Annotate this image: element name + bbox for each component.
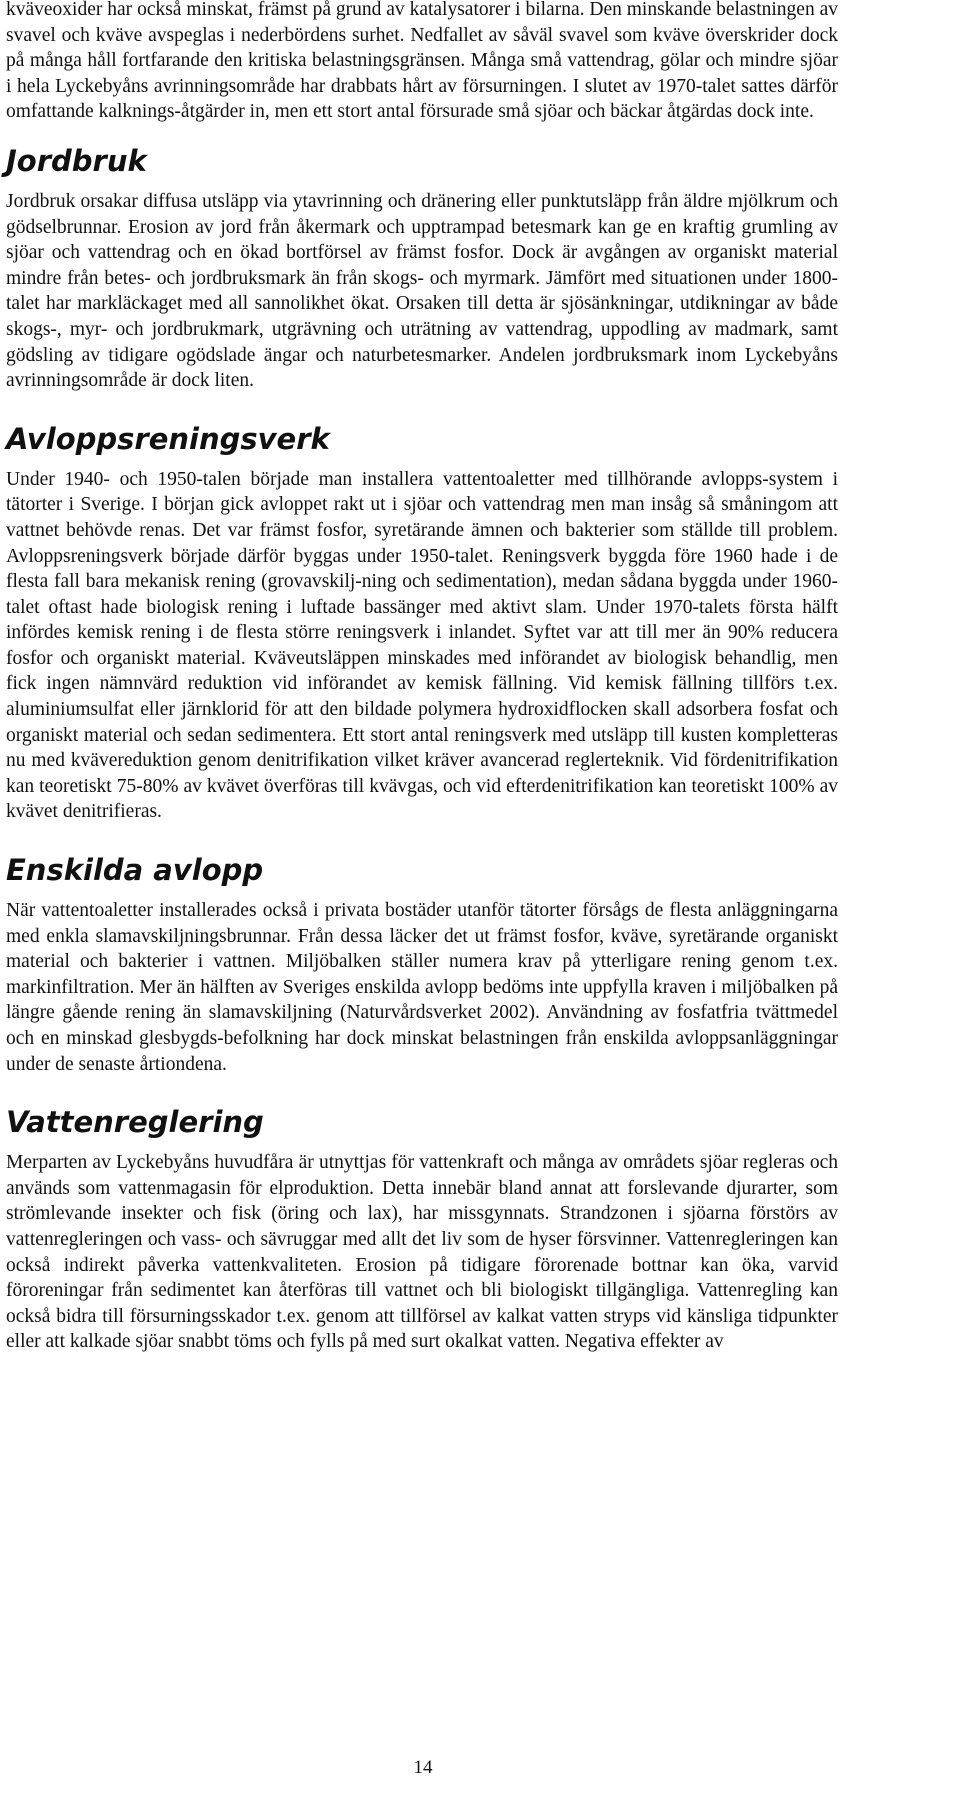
enskilda-avlopp-paragraph: När vattentoaletter installerades också i privata bostäder utanför tätorter försågs de flesta anläggningarna med enkla slamavskiljningsbrunnar. Från dessa läcker det ut främst fosfor, kväve, syretärande organiskt material och bakterier i vattnen. Miljöbalken ställer numera krav på ytterligare rening genom t.ex. markinfiltration. Mer än hälften av Sveriges enskilda avlopp bedöms inte uppfylla kraven i miljöbalken på längre gående rening än slamavskiljning (Naturvårdsverket 2002). Användning av fosfatfria tvättmedel och en minskad glesbygds-befolkning har dock minskat belastningen från enskilda avloppsanläggningar under de senaste årtiondena.	[6, 900, 838, 1075]
section-heading-avloppsreningsverk: Avloppsreningsverk	[6, 421, 330, 456]
page-number: 14	[413, 1757, 433, 1778]
section-heading-vattenreglering: Vattenreglering	[6, 1105, 264, 1140]
section-heading-jordbruk: Jordbruk	[6, 143, 147, 178]
vattenreglering-paragraph: Merparten av Lyckebyåns huvudfåra är utnyttjas för vattenkraft och många av områdets sjöar regleras och används som vattenmagasin för elproduktion. Detta innebär bland annat att forslevande djurarter, som strömlevande insekter och fisk (öring och lax), har missgynnats. Strandzonen i sjöarna förstörs av vattenregleringen och vass- och sävruggar med allt det liv som de hyser försvinner. Vattenregleringen kan också indirekt påverka vattenkvaliteten. Erosion på tidigare förorenade bottnar kan öka, varvid föroreningar från sedimentet kan återföras till vattnet och bli biologiskt tillgängliga. Vattenregling kan också bidra till försurningsskador t.ex. genom att tillförsel av kalkat vatten stryps vid känsliga tidpunkter eller att kalkade sjöar snabbt töms och fylls på med surt okalkat vatten. Negativa effekter av	[6, 1152, 838, 1353]
section-heading-enskilda-avlopp: Enskilda avlopp	[6, 853, 264, 888]
document-page	[6, 0, 838, 1355]
jordbruk-paragraph: Jordbruk orsakar diffusa utsläpp via ytavrinning och dränering eller punktutsläpp från äldre mjölkrum och gödselbrunnar. Erosion av jord från åkermark och upptrampad betesmark kan ge en kraftig grumling av sjöar och vattendrag och en ökad bortförsel av främst fosfor. Dock är avgången av organiskt material mindre från betes- och jordbruksmark än från skogs- och myrmark. Jämfört med situationen under 1800-talet har markläckaget med all sannolikhet ökat. Orsaken till detta är sjösänkningar, utdikningar av både skogs-, myr- och jordbrukmark, utgrävning och uträtning av vattendrag, uppodling av madmark, samt gödsling av tidigare ogödslade ängar och naturbetesmarker. Andelen jordbruksmark inom Lyckebyåns avrinningsområde är dock liten.	[6, 190, 838, 392]
intro-paragraph: kväveoxider har också minskat, främst på grund av katalysatorer i bilarna. Den minskande belastningen av svavel och kväve avspeglas i nederbördens surhet. Nedfallet av såväl svavel som kväve överskrider dock på många håll fortfarande den kritiska belastningsgränsen. Många små vattendrag, gölar och mindre sjöar i hela Lyckebyåns avrinningsområde har drabbats hårt av försurningen. I slutet av 1970-talet sattes därför omfattande kalknings-åtgärder in, men ett stort antal försurade små sjöar och bäckar åtgärdas dock inte.	[6, 0, 838, 123]
avloppsreningsverk-paragraph: Under 1940- och 1950-talen började man installera vattentoaletter med tillhörande avlopps-system i tätorter i Sverige. I början gick avloppet rakt ut i sjöar och vattendrag men man insåg så småningom att vattnet behövde renas. Det var främst fosfor, syretärande ämnen och bakterier som ställde till problem. Avloppsreningsverk började därför byggas under 1950-talet. Reningsverk byggda före 1960 hade i de flesta fall bara mekanisk rening (grovavskilj-ning och sedimentation), medan sådana byggda under 1960-talet oftast hade biologisk rening i luftade bassänger med aktivt slam. Under 1970-talets första hälft infördes kemisk rening i de flesta större reningsverk i inlandet. Syftet var att till mer än 90% reducera fosfor och organiskt material. Kväveutsläppen minskades med införandet av biologisk behandlig, men fick ingen nämnvärd reduktion vid införandet av kemisk fällning. Vid kemisk fällning tillförs t.ex. aluminiumsulfat eller järnklorid för att den bildade polymera hydroxidflocken skall adsorbera fosfat och organiskt material och sedan sedimentera. Ett stort antal reningsverk med utsläpp till kusten kompletteras nu med kvävereduktion genom denitrifikation vilket kräver avancerad reglerteknik. Vid fördenitrifikation kan teoretiskt 75-80% av kvävet överföras till kvävgas, och vid efterdenitrifikation kan teoretiskt 100% av kvävet denitrifieras.	[6, 468, 838, 823]
